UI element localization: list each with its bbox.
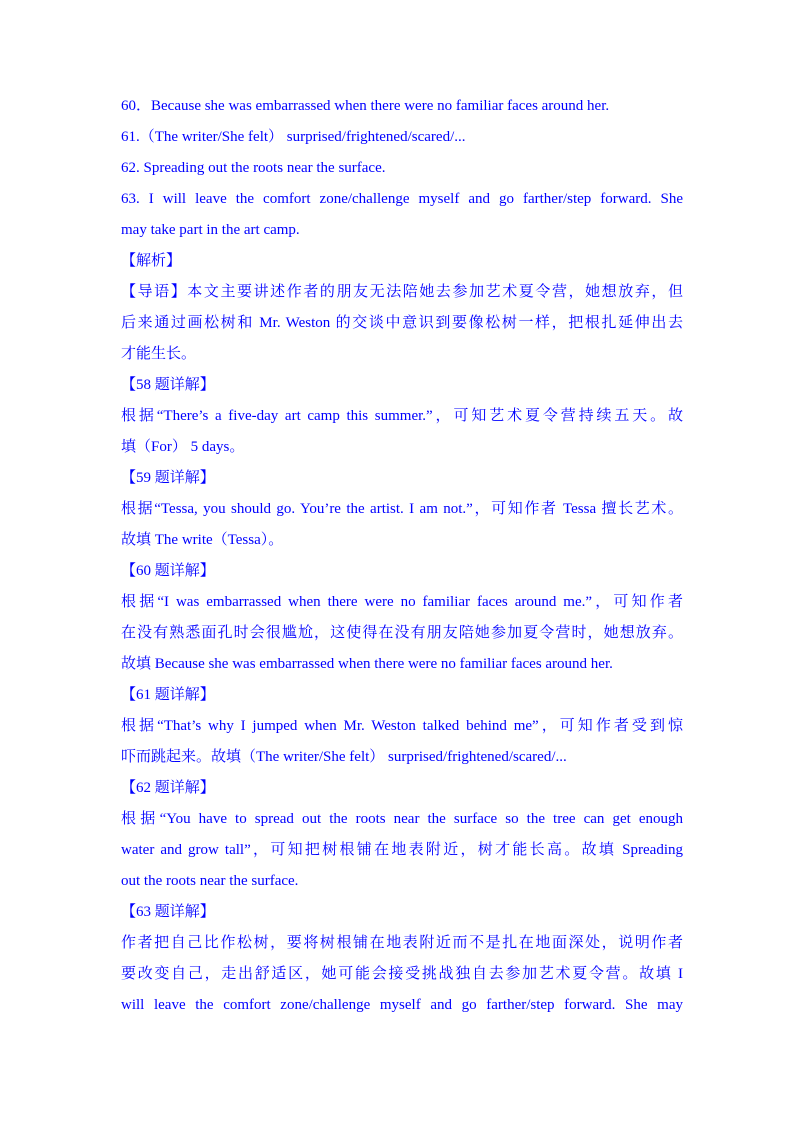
intro-line: 【导语】本文主要讲述作者的朋友无法陪她去参加艺术夏令营，她想放弃，但 [121,284,683,300]
detail-line: out the roots near the surface. [121,873,299,889]
detail-line: 故填 Because she was embarrassed when there were no familiar faces around her. [121,656,613,672]
detail-59 [121,463,683,556]
analysis-heading: 【解析】 [121,253,182,269]
answer-62: 62. Spreading out the roots near the surface. [121,160,386,176]
detail-line: 根据“Tessa, you should go. You’re the artist. I am not.”，可知作者 Tessa 擅长艺术。 [121,501,683,517]
detail-line: water and grow tall”，可知把树根铺在地表附近，树才能长高。故填 Spreading [121,842,683,858]
detail-line: 要改变自己，走出舒适区，她可能会接受挑战独自去参加艺术夏令营。故填 I [121,966,683,982]
detail-heading: 【59 题详解】 [121,470,215,486]
answer-63-line-2: may take part in the art camp. [121,222,300,238]
detail-line: 根据“You have to spread out the roots near the surface so the tree can get enough [121,811,683,827]
detail-line: 填（For） 5 days。 [121,439,245,455]
detail-58 [121,370,683,463]
detail-heading: 【58 题详解】 [121,377,215,393]
detail-heading: 【60 题详解】 [121,563,215,579]
detail-62 [121,773,683,897]
answer-60: 60．Because she was embarrassed when there were no familiar faces around her. [121,98,610,114]
detail-61 [121,680,683,773]
detail-line: 在没有熟悉面孔时会很尴尬，这使得在没有朋友陪她参加夏令营时，她想放弃。 [121,625,683,641]
detail-line: 根据“That’s why I jumped when Mr. Weston talked behind me”，可知作者受到惊 [121,718,683,734]
answer-61: 61.（The writer/She felt） surprised/frightened/scared/... [121,129,466,145]
intro-section [121,277,683,370]
detail-line: 根据“There’s a five-day art camp this summer.”，可知艺术夏令营持续五天。故 [121,408,683,424]
document-page [121,91,683,1021]
detail-heading: 【61 题详解】 [121,687,215,703]
detail-60 [121,556,683,680]
answers-section [121,91,683,246]
answer-63-line-1: 63. I will leave the comfort zone/challenge myself and go farther/step forward. She [121,191,683,207]
detail-line: 故填 The write（Tessa）。 [121,532,284,548]
intro-line: 后来通过画松树和 Mr. Weston 的交谈中意识到要像松树一样，把根扎延伸出去 [121,315,683,331]
detail-line: 根据“I was embarrassed when there were no familiar faces around me.”，可知作者 [121,594,683,610]
detail-heading: 【63 题详解】 [121,904,215,920]
intro-line: 才能生长。 [121,346,197,362]
detail-heading: 【62 题详解】 [121,780,215,796]
detail-line: will leave the comfort zone/challenge myself and go farther/step forward. She may [121,997,683,1013]
detail-line: 吓而跳起来。故填（The writer/She felt） surprised/frightened/scared/... [121,749,567,765]
detail-63 [121,897,683,1021]
detail-line: 作者把自己比作松树，要将树根铺在地表附近而不是扎在地面深处，说明作者 [121,935,683,951]
